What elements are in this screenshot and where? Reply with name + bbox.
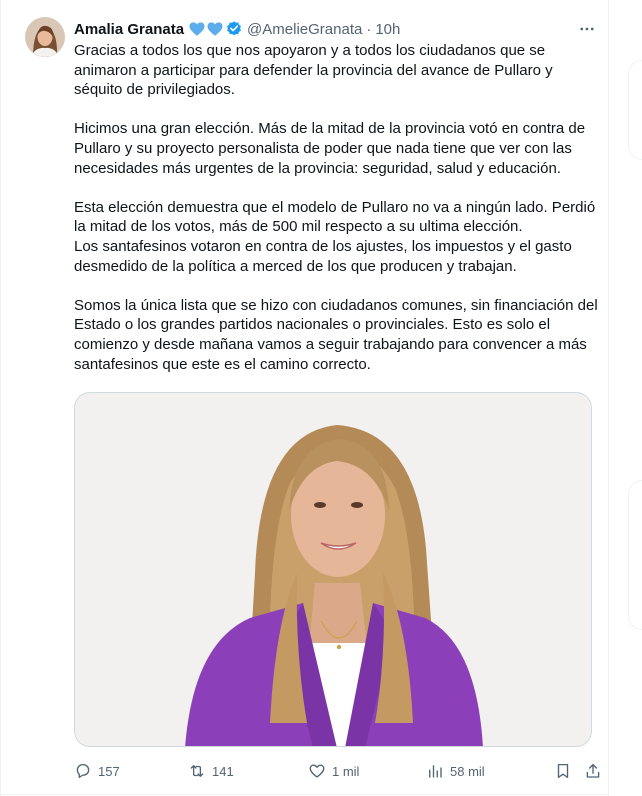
views-chart-icon xyxy=(426,762,444,780)
author-handle[interactable]: @AmelieGranata xyxy=(247,20,363,38)
tweet-timestamp[interactable]: 10h xyxy=(375,20,401,38)
tweet-header xyxy=(74,18,604,40)
repost-button[interactable] xyxy=(188,760,234,782)
share-icon xyxy=(584,762,602,780)
avatar[interactable] xyxy=(25,17,65,57)
separator-dot: · xyxy=(366,20,372,38)
more-icon xyxy=(578,20,596,38)
tweet-paragraph: Gracias a todos los que nos apoyaron y a todos los ciudadanos que se animaron a participar para defender la provincia del avance de Pullaro y séquito de privilegiados. xyxy=(74,42,553,99)
tweet-divider xyxy=(0,794,609,795)
repost-icon xyxy=(188,762,206,780)
reply-count: 157 xyxy=(98,763,120,779)
tweet-paragraph: Esta elección demuestra que el modelo de Pullaro no va a ningún lado. Perdió la mitad de los votos, más de 500 mil respecto a su ultima elección. Los santafesinos votaron en contra de los ajustes, los impuestos y el gasto desmedido de la política a merced de los que producen y trabajan. xyxy=(74,198,596,275)
timeline-right-border xyxy=(608,0,609,796)
like-icon xyxy=(308,762,326,780)
more-options-button[interactable] xyxy=(578,20,596,38)
bookmark-icon xyxy=(554,762,572,780)
tweet-actions xyxy=(74,760,604,782)
sidebar-card xyxy=(628,480,642,630)
views-button[interactable] xyxy=(426,760,485,782)
tweet-paragraph: Hicimos una gran elección. Más de la mitad de la provincia votó en contra de Pullaro y su proyecto personalista de poder que nada tiene que ver con las necesidades más urgentes de la provincia: seguridad, salud y educación. xyxy=(74,120,586,177)
photo-woman-purple-jacket xyxy=(75,393,592,747)
avatar-image xyxy=(25,17,65,57)
tweet-photo[interactable] xyxy=(74,392,592,747)
blue-heart-icon xyxy=(206,20,224,38)
like-button[interactable] xyxy=(308,760,359,782)
reply-button[interactable] xyxy=(74,760,120,782)
name-emojis xyxy=(188,20,224,38)
repost-count: 141 xyxy=(212,763,234,779)
author-name[interactable]: Amalia Granata xyxy=(74,20,185,38)
verified-badge-icon[interactable] xyxy=(225,20,243,38)
tweet-paragraph: Somos la única lista que se hizo con ciudadanos comunes, sin financiación del Estado o los grandes partidos nacionales o provinciales. Esto es solo el comienzo y desde mañana vamos a seguir trabajando para convencer a más santafesinos que este es el camino correcto. xyxy=(74,296,598,373)
share-button[interactable] xyxy=(584,760,602,782)
timeline-left-border xyxy=(0,0,1,796)
tweet-text xyxy=(74,41,604,374)
sidebar-card xyxy=(628,60,642,160)
reply-icon xyxy=(74,762,92,780)
bookmark-button[interactable] xyxy=(554,760,572,782)
view-count: 58 mil xyxy=(450,763,485,779)
blue-heart-icon xyxy=(188,20,206,38)
like-count: 1 mil xyxy=(332,763,360,779)
